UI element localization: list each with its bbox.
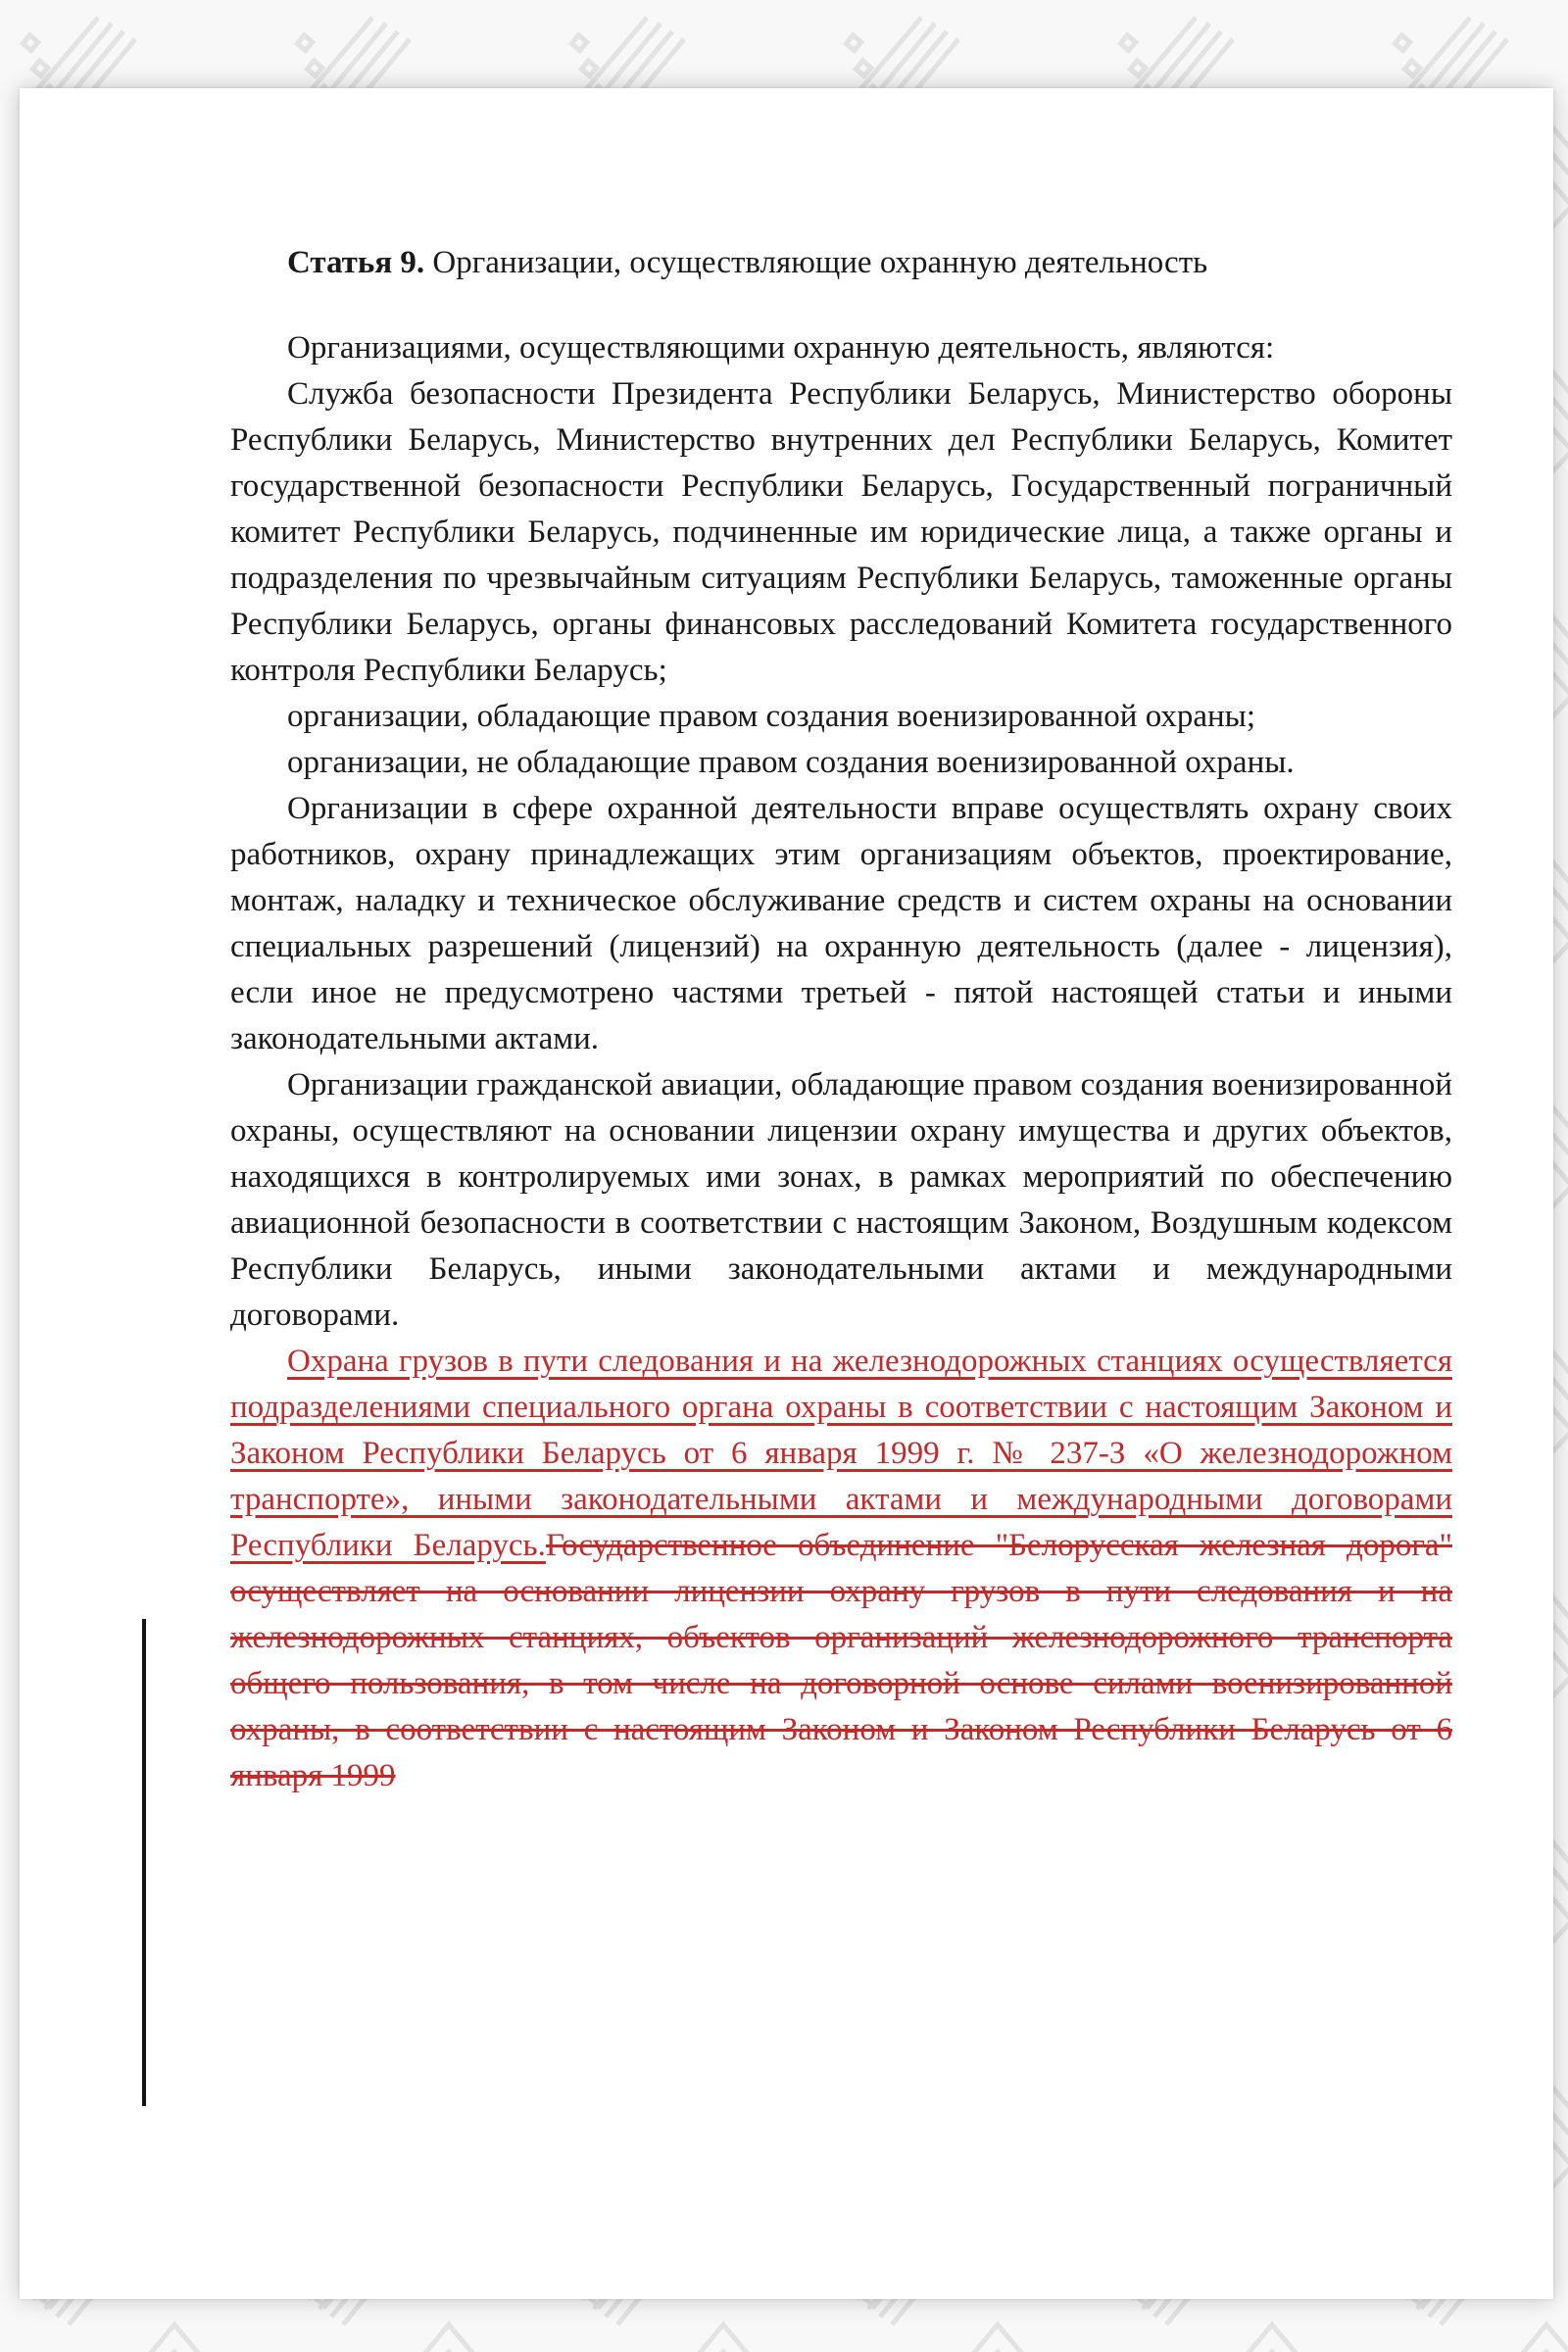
paragraph: организации, не обладающие правом создания военизированной охраны. bbox=[287, 745, 1295, 780]
document-page bbox=[20, 88, 1553, 2299]
paragraph: Организации гражданской авиации, обладающие правом создания военизированной охраны, осуществляют на основании лицензии охрану имущества и других объектов, находящихся в контролируемых ими зонах, в рамках мероприятий по обеспечению авиационной безопасности в соответствии с настоящим Законом, Воздушным кодексом Республики Беларусь, иными законодательными актами и международными договорами. bbox=[230, 1067, 1452, 1333]
article-number: Статья 9. bbox=[287, 245, 425, 280]
paragraph: Организации в сфере охранной деятельности вправе осуществлять охрану своих работников, охрану принадлежащих этим организациям объектов, проектирование, монтаж, наладку и техническое обслуживание средств и систем охраны на основании специальных разрешений (лицензий) на охранную деятельность (далее - лицензия), если иное не предусмотрено частями третьей - пятой настоящей статьи и иными законодательными актами. bbox=[230, 791, 1452, 1056]
article-title bbox=[230, 240, 1452, 286]
inserted-text: Охрана грузов в пути следования и на железнодорожных станциях осуществляется подразделениями специального органа охраны в соответствии с настоящим Законом и Законом Республики Беларусь от 6 января 1999 г. № 237-З «О железнодорожном транспорте», иными законодательными актами и международными договорами Республики Беларусь. bbox=[230, 1344, 1452, 1563]
paragraph: Служба безопасности Президента Республики Беларусь, Министерство обороны Республики Беларусь, Министерство внутренних дел Республики Беларусь, Комитет государственной безопасности Республики Беларусь, Государственный пограничный комитет Республики Беларусь, подчиненные им юридические лица, а также органы и подразделения по чрезвычайным ситуациям Республики Беларусь, таможенные органы Республики Беларусь, органы финансовых расследований Комитета государственного контроля Республики Беларусь; bbox=[230, 376, 1452, 688]
amendment-paragraph bbox=[230, 1339, 1452, 1799]
deleted-text: Государственное объединение "Белорусская железная дорога" осуществляет на основании лицензии охрану грузов в пути следования и на железнодорожных станциях, объектов организаций железнодорожного транспорта общего пользования, в том числе на договорной основе силами военизированной охраны, в соответствии с настоящим Законом и Законом Республики Беларусь от 6 января 1999 bbox=[230, 1528, 1452, 1793]
change-bar bbox=[142, 1619, 146, 2106]
article-title-text: Организации, осуществляющие охранную деятельность bbox=[432, 245, 1208, 280]
body-paragraphs bbox=[230, 325, 1452, 1339]
paragraph: Организациями, осуществляющими охранную деятельность, являются: bbox=[287, 330, 1275, 366]
paragraph: организации, обладающие правом создания военизированной охраны; bbox=[287, 699, 1256, 734]
document-content bbox=[20, 88, 1553, 2299]
